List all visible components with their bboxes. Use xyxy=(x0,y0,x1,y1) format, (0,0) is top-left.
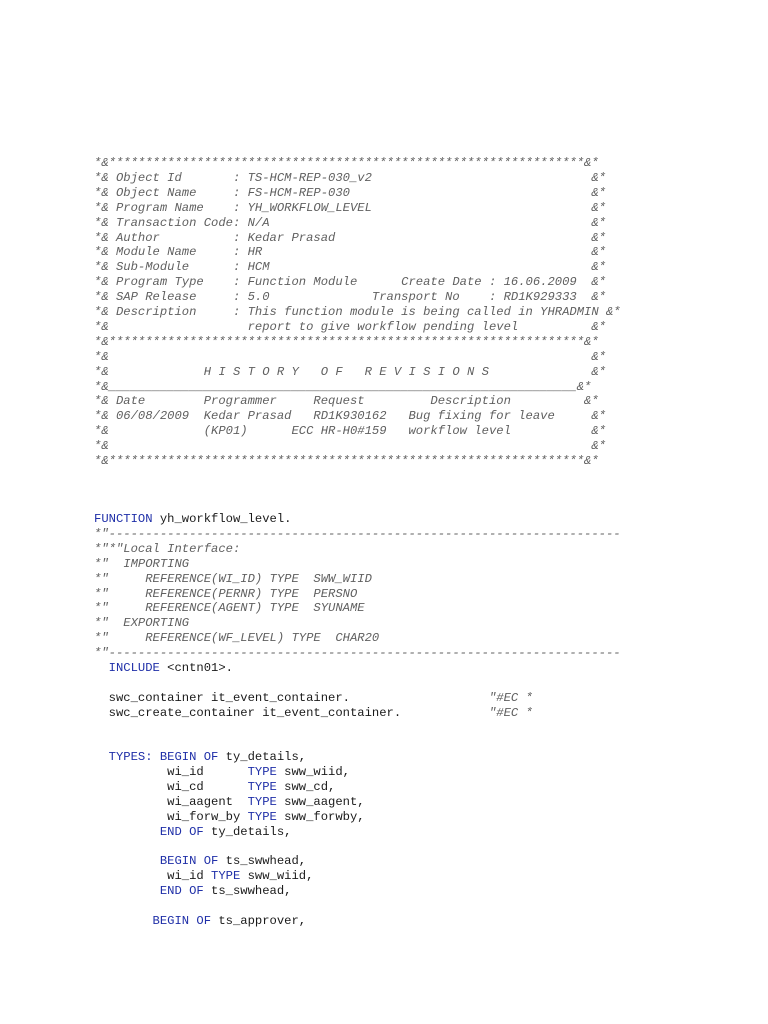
container-line xyxy=(94,706,533,721)
comment-token: *" REFERENCE(PERNR) TYPE PERSNO xyxy=(94,586,358,601)
code-token: wi_id xyxy=(94,764,248,779)
keyword-token: TYPE xyxy=(247,779,277,794)
keyword-token: TYPE xyxy=(247,809,277,824)
types-line xyxy=(94,780,335,795)
header-comment-line: *& &* xyxy=(94,349,606,364)
keyword-token: END OF xyxy=(94,883,204,898)
function-line xyxy=(94,631,379,646)
header-comment-line: *& Object Id : TS-HCM-REP-030_v2 &* xyxy=(94,170,606,185)
comment-token: "#EC * xyxy=(488,691,533,705)
keyword-token: TYPE xyxy=(247,764,277,779)
header-comment-line: *& Author : Kedar Prasad &* xyxy=(94,230,606,245)
function-line xyxy=(94,646,621,661)
code-token: ty_details, xyxy=(203,824,292,839)
types-line xyxy=(94,765,350,780)
header-comment-line: *& Description : This function module is being called in YHRADMIN &* xyxy=(94,305,621,319)
code-token: swc_create_container it_event_container. xyxy=(94,705,489,720)
comment-token: "#EC * xyxy=(488,705,533,720)
comment-token: *" IMPORTING xyxy=(94,556,190,571)
function-line xyxy=(94,512,291,527)
function-line xyxy=(94,601,365,616)
code-token: ts_swwhead, xyxy=(203,883,292,898)
function-line xyxy=(94,542,240,557)
function-line xyxy=(94,616,189,631)
header-comment-line: *& 06/08/2009 Kedar Prasad RD1K930162 Bug fixing for leave &* xyxy=(94,409,606,424)
header-comment-line: *& Module Name : HR &* xyxy=(94,245,606,260)
comment-token: *"*"Local Interface: xyxy=(94,541,241,556)
header-comment-line: *& Date Programmer Request Description &* xyxy=(94,394,599,409)
header-comment-line: *& Transaction Code: N/A &* xyxy=(94,215,606,230)
types-line xyxy=(94,750,306,765)
types-line xyxy=(94,795,365,810)
function-line xyxy=(94,587,357,602)
code-token: <cntn01>. xyxy=(159,661,233,675)
keyword-token: BEGIN OF xyxy=(94,914,212,928)
code-token: wi_forw_by xyxy=(94,809,248,824)
header-comment-line: *& Program Name : YH_WORKFLOW_LEVEL &* xyxy=(94,200,606,215)
keyword-token: TYPE xyxy=(211,868,241,883)
header-comment-line: *&________________________________________________________________&* xyxy=(94,379,592,394)
header-comment-line: *&*****************************************************************&* xyxy=(94,334,599,349)
comment-token: *"---------------------------------------------------------------------- xyxy=(94,646,621,661)
header-comment-line: *&*****************************************************************&* xyxy=(94,454,599,468)
code-token: wi_aagent xyxy=(94,794,248,809)
keyword-token: TYPE xyxy=(247,794,277,809)
approver-line xyxy=(94,914,306,929)
keyword-token: TYPES: BEGIN OF xyxy=(94,750,219,764)
header-comment-line: *& report to give workflow pending level &* xyxy=(94,319,606,334)
types-line xyxy=(94,825,291,840)
function-line xyxy=(94,527,621,542)
header-comment-line: *& Program Type : Function Module Create Date : 16.06.2009 &* xyxy=(94,275,606,290)
comment-token: *" REFERENCE(WF_LEVEL) TYPE CHAR20 xyxy=(94,631,380,646)
header-comment-line: *& &* xyxy=(94,439,606,454)
header-comment-line: *& H I S T O R Y O F R E V I S I O N S &* xyxy=(94,364,606,379)
code-token: sww_wiid, xyxy=(240,868,314,883)
code-token: swc_container it_event_container. xyxy=(94,691,489,705)
comment-token: *" REFERENCE(AGENT) TYPE SYUNAME xyxy=(94,601,365,616)
swwhead-line xyxy=(94,854,306,869)
code-token: ts_swwhead, xyxy=(218,854,307,868)
function-line xyxy=(94,661,233,676)
code-token: ts_approver, xyxy=(211,914,307,928)
code-token: sww_forwby, xyxy=(276,809,365,824)
code-token: ty_details, xyxy=(218,750,307,764)
comment-token: *" EXPORTING xyxy=(94,616,190,631)
code-token: wi_cd xyxy=(94,779,248,794)
header-comment-line: *& Sub-Module : HCM &* xyxy=(94,260,606,275)
header-comment-line: *& SAP Release : 5.0 Transport No : RD1K929333 &* xyxy=(94,290,606,305)
function-line xyxy=(94,557,189,572)
code-token: sww_wiid, xyxy=(276,764,350,779)
function-line xyxy=(94,572,372,587)
swwhead-line xyxy=(94,869,313,884)
code-token: sww_aagent, xyxy=(276,794,365,809)
header-comment-line: *& Object Name : FS-HCM-REP-030 &* xyxy=(94,185,606,200)
keyword-token: INCLUDE xyxy=(94,661,160,675)
keyword-token: END OF xyxy=(94,824,204,839)
header-comment-line: *&*****************************************************************&* xyxy=(94,156,599,170)
header-comment-line: *& (KP01) ECC HR-H0#159 workflow level &* xyxy=(94,424,606,439)
keyword-token: BEGIN OF xyxy=(94,854,219,868)
code-token: yh_workflow_level. xyxy=(152,512,292,526)
types-line xyxy=(94,810,365,825)
container-line xyxy=(94,691,533,706)
comment-token: *"---------------------------------------------------------------------- xyxy=(94,526,621,541)
keyword-token: FUNCTION xyxy=(94,512,153,526)
comment-token: *" REFERENCE(WI_ID) TYPE SWW_WIID xyxy=(94,571,372,586)
code-token: sww_cd, xyxy=(276,779,336,794)
code-token: wi_id xyxy=(94,868,212,883)
swwhead-line xyxy=(94,884,291,899)
